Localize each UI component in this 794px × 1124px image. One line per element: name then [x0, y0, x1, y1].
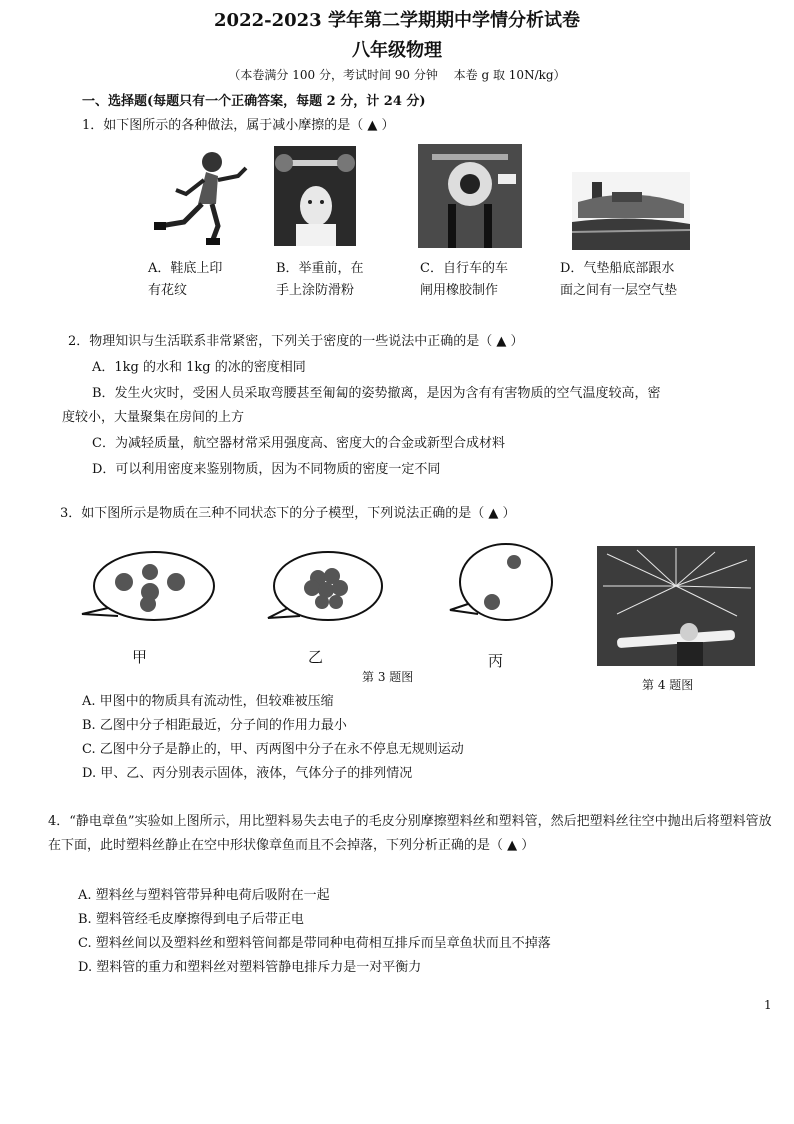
q3-option-a: A. 甲图中的物质具有流动性，但较难被压缩 — [82, 694, 334, 709]
q3-option-c: C. 乙图中分子是静止的，甲、丙两图中分子在永不停息无规则运动 — [82, 742, 464, 757]
figure-4-caption: 第 4 题图 — [642, 678, 694, 692]
q1-option-c: C．自行车的车 闸用橡胶制作 — [420, 261, 508, 298]
q2-option-a: A．1kg 的水和 1kg 的冰的密度相同 — [92, 360, 306, 375]
solid-molecule-model — [78, 548, 218, 628]
q2-option-d: D．可以利用密度来鉴别物质，因为不同物质的密度一定不同 — [92, 462, 441, 477]
liquid-molecule-model — [262, 548, 392, 628]
question-1-stem: 1．如下图所示的各种做法，属于减小摩擦的是（ ▲ ） — [82, 118, 395, 133]
section-heading: 一、选择题(每题只有一个正确答案，每题 2 分，计 24 分) — [82, 94, 426, 109]
question-3-stem: 3．如下图所示是物质在三种不同状态下的分子模型，下列说法正确的是（ ▲ ） — [60, 506, 516, 521]
q3-option-b: B. 乙图中分子相距最近，分子间的作用力最小 — [82, 718, 347, 733]
q1-option-a: A．鞋底上印 有花纹 — [148, 261, 223, 298]
label-bing: 丙 — [488, 652, 504, 670]
q2-option-b-line2: 度较小，大量聚集在房间的上方 — [62, 410, 245, 425]
static-octopus-photo — [597, 546, 755, 666]
bicycle-brake-image — [418, 144, 522, 248]
q2-option-c: C．为减轻质量，航空器材常采用强度高、密度大的合金或新型合成材料 — [92, 436, 505, 451]
exam-title: 2022-2023 学年第二学期期中学情分析试卷 — [214, 10, 580, 31]
label-yi: 乙 — [308, 648, 324, 666]
q4-option-c: C. 塑料丝间以及塑料丝和塑料管间都是带同种电荷相互排斥而呈章鱼状而且不掉落 — [78, 936, 551, 951]
gas-molecule-model — [446, 540, 556, 628]
page-number: 1 — [764, 998, 772, 1012]
q4-option-b: B. 塑料管经毛皮摩擦得到电子后带正电 — [78, 912, 304, 927]
q1-option-d: D．气垫船底部跟水 面之间有一层空气垫 — [560, 261, 678, 298]
exam-subject: 八年级物理 — [352, 40, 442, 61]
question-4-stem: 4．“静电章鱼”实验如上图所示，用比塑料易失去电子的毛皮分别摩擦塑料丝和塑料管，然后把塑料丝往空中抛出后将塑料管放在下面，此时塑料丝静止在空中形状像章鱼而且不会掉落，下列分析正确的是（ ▲ ） — [48, 814, 772, 853]
q4-option-a: A. 塑料丝与塑料管带异种电荷后吸附在一起 — [78, 888, 330, 903]
question-2-stem: 2．物理知识与生活联系非常紧密，下列关于密度的一些说法中正确的是（ ▲ ） — [68, 334, 524, 349]
exam-info: （本卷满分 100 分，考试时间 90 分钟 本卷 g 取 10N/kg） — [228, 68, 566, 82]
q3-option-d: D. 甲、乙、丙分别表示固体，液体，气体分子的排列情况 — [82, 766, 413, 781]
q4-option-d: D. 塑料管的重力和塑料丝对塑料管静电排斥力是一对平衡力 — [78, 960, 422, 975]
figure-3-caption: 第 3 题图 — [362, 670, 414, 684]
hovercraft-image — [572, 172, 690, 250]
weightlifter-image — [274, 146, 356, 246]
q1-option-b: B．举重前，在 手上涂防滑粉 — [276, 261, 364, 298]
q2-option-b-line1: B．发生火灾时，受困人员采取弯腰甚至匍匐的姿势撤离，是因为含有有害物质的空气温度较高，密 — [92, 386, 661, 401]
runner-image — [146, 146, 256, 246]
label-jia: 甲 — [132, 648, 148, 666]
